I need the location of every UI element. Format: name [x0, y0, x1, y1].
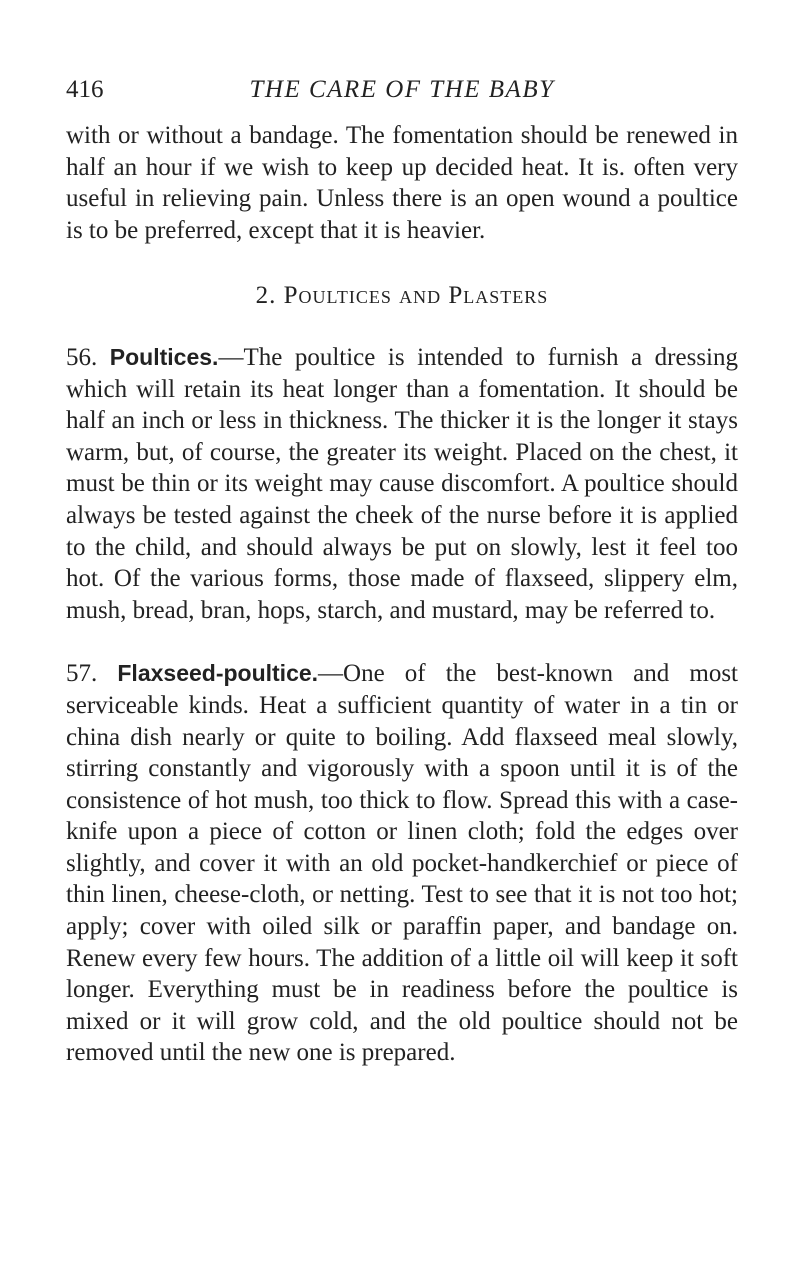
page-number: 416	[66, 76, 104, 103]
paragraph-title: Flaxseed-poultice.	[117, 660, 319, 687]
running-title: THE CARE OF THE BABY	[249, 76, 555, 103]
paragraph-number: 56.	[66, 343, 98, 371]
book-page	[66, 70, 738, 1069]
paragraph-title: Poultices.	[109, 343, 219, 370]
section-heading: 2. Poultices and Plasters	[255, 282, 549, 310]
paragraph-56	[66, 342, 738, 626]
running-head	[66, 70, 738, 110]
paragraph-body: —One of the best-known and most serviceable kinds. Heat a sufficient quantity of water in a tin or china dish nearly or quite to boiling. Add flaxseed meal slowly, stirring constantly and vigorously with a spoon until it is of the consistence of hot mush, too thick to flow. Spread this with a case-knife upon a piece of cotton or linen cloth; fold the edges over slightly, and cover it with an old pocket-handkerchief or piece of thin linen, cheese-cloth, or netting. Test to see that it is not too hot; apply; cover with oiled silk or paraffin paper, and bandage on. Renew every few hours. The addition of a little oil will keep it soft longer. Everything must be in readiness before the poultice is mixed or it will grow cold, and the old poultice should not be removed until the new one is prepared.	[66, 660, 739, 1067]
paragraph-number: 57.	[66, 660, 98, 688]
paragraph-57	[66, 658, 738, 1069]
continuation-paragraph: with or without a bandage. The fomentation should be renewed in half an hour if we wish to keep up decided heat. It is. often very useful in relieving pain. Unless there is an open wound a poultice is to be preferred, except that it is heavier.	[66, 122, 738, 244]
paragraph-body: —The poultice is intended to furnish a dressing which will retain its heat longer than a fomentation. It should be half an inch or less in thickness. The thicker it is the longer it stays warm, but, of course, the greater its weight. Placed on the chest, it must be thin or its weight may cause discomfort. A poultice should always be tested against the cheek of the nurse before it is applied to the child, and should always be put on slowly, lest it feel too hot. Of the various forms, those made of flaxseed, slippery elm, mush, bread, bran, hops, starch, and mustard, may be referred to.	[66, 343, 738, 624]
